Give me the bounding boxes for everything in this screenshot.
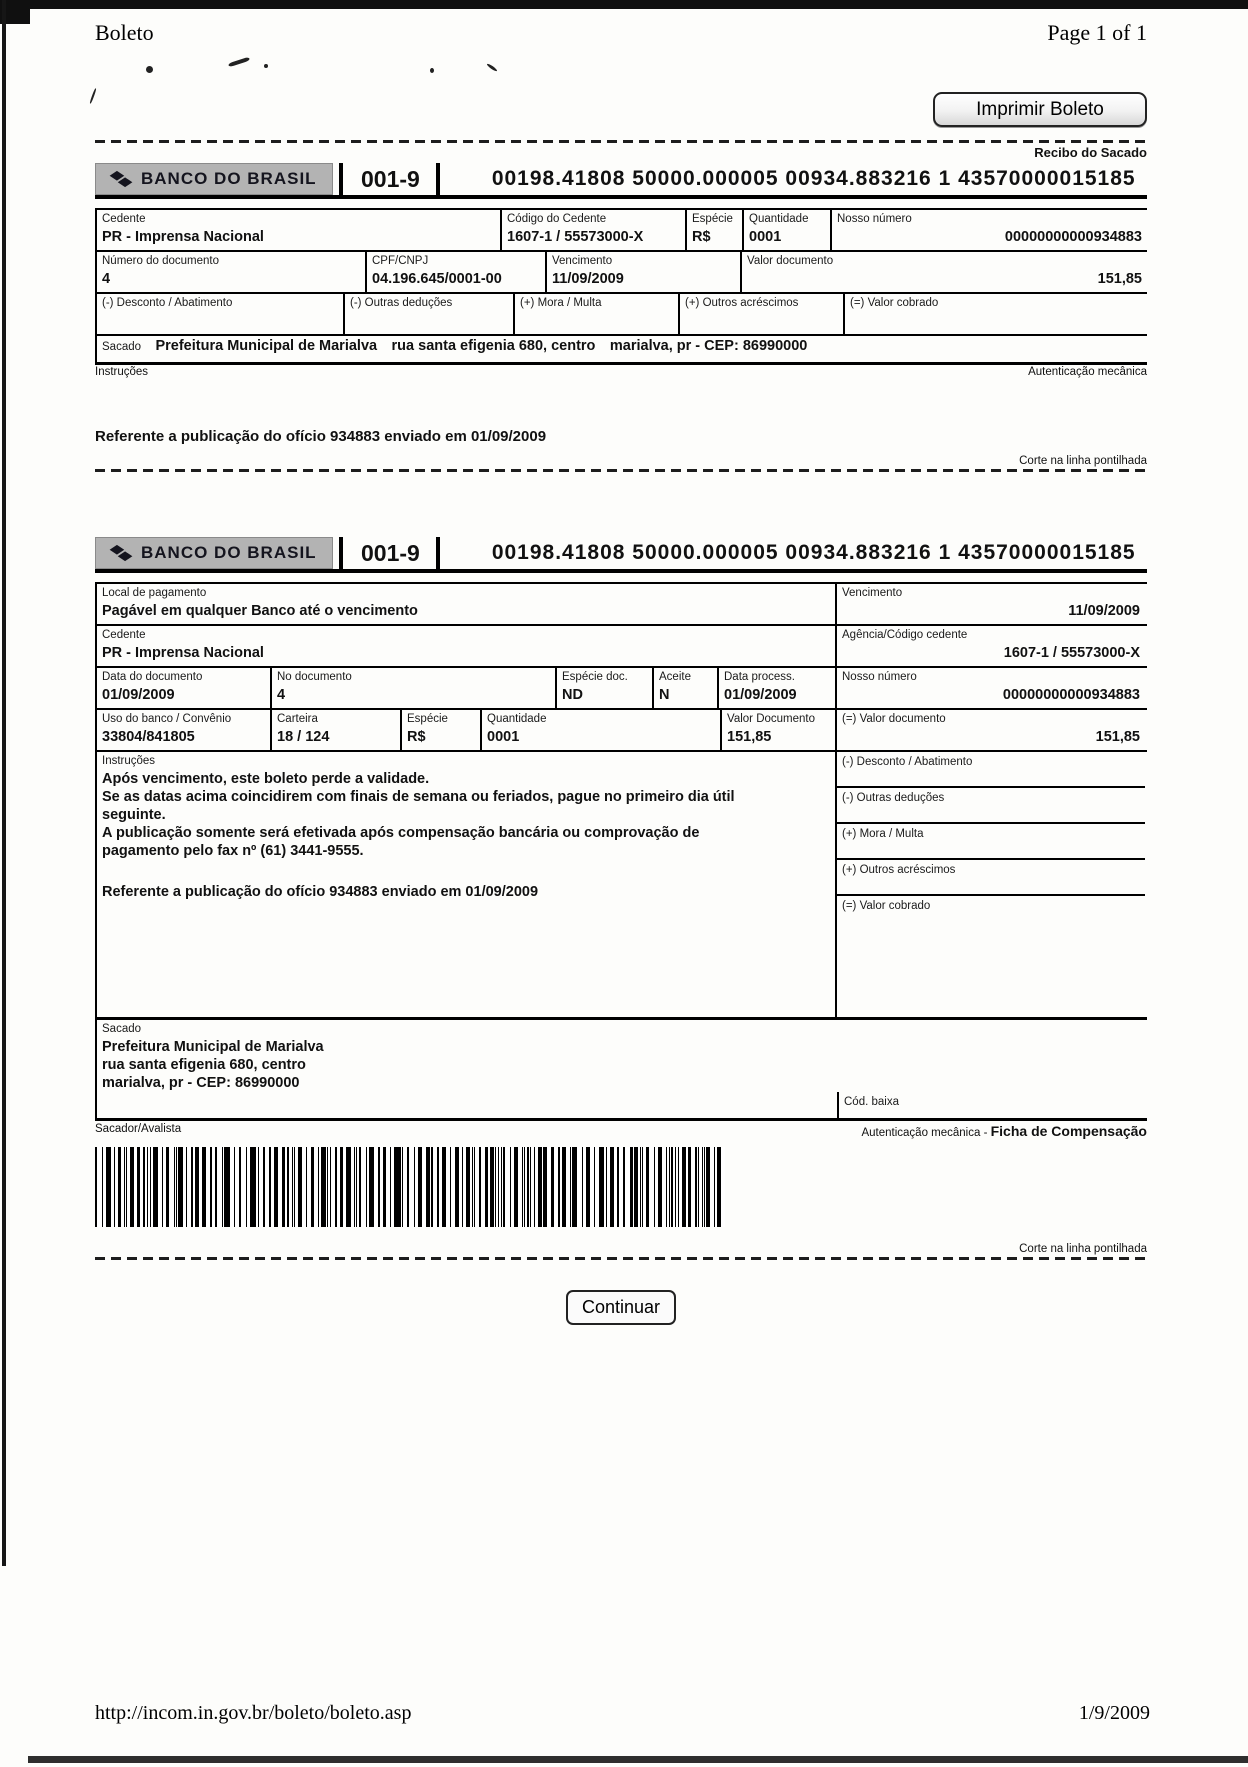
- cedente-field: [95, 626, 835, 666]
- mora-multa-field: [837, 824, 1145, 860]
- data-process-value: 01/09/2009: [724, 687, 797, 703]
- continuar-button[interactable]: Continuar: [566, 1290, 676, 1325]
- agencia-codigo-label: Agência/Código cedente: [842, 629, 968, 641]
- footer-date: 1/9/2009: [1078, 1702, 1150, 1724]
- quantidade-field: [480, 710, 720, 750]
- sacado-line: rua santa efigenia 680, centro: [102, 1057, 306, 1073]
- aceite-label: Aceite: [659, 671, 691, 683]
- instrucoes-label: Instruções: [95, 366, 149, 378]
- uso-banco-value: 33804/841805: [102, 729, 195, 745]
- mora-multa-field: [513, 294, 678, 334]
- especie-doc-field: [555, 668, 652, 708]
- valor-documento-label: Valor documento: [747, 255, 834, 267]
- ficha-compensacao-label: Ficha de Compensação: [990, 1123, 1147, 1139]
- outras-deducoes-field: [837, 788, 1145, 824]
- data-documento-field: [95, 668, 270, 708]
- sacado-label: Sacado: [102, 1023, 142, 1035]
- instrucao-line: A publicação somente será efetivada após compensação bancária ou comprovação de pagamento pelo fax nº (61) 3441-9555.: [102, 825, 700, 859]
- recibo-table: [95, 208, 1147, 336]
- bank-name: BANCO DO BRASIL: [141, 169, 317, 188]
- digitable-line: 00198.41808 50000.000005 00934.883216 1 43570000015185: [491, 167, 1136, 190]
- data-process-label: Data process.: [724, 671, 795, 683]
- mora-multa-label: (+) Mora / Multa: [842, 828, 924, 840]
- valores-column: [835, 752, 1145, 1017]
- scan-edge-left: [2, 0, 6, 1566]
- autenticacao-label: Autenticação mecânica: [1028, 366, 1147, 378]
- cedente-field: [95, 210, 500, 250]
- recibo-do-sacado-label: Recibo do Sacado: [1034, 145, 1147, 160]
- numero-documento-value: 4: [102, 271, 111, 287]
- aceite-field: [652, 668, 717, 708]
- cedente-label: Cedente: [102, 213, 146, 225]
- cpf-cnpj-label: CPF/CNPJ: [372, 255, 429, 267]
- valor-documento-label: Valor Documento: [727, 713, 815, 725]
- instrucao-line: Referente a publicação do ofício 934883 enviado em 01/09/2009: [102, 884, 539, 900]
- data-documento-label: Data do documento: [102, 671, 203, 683]
- numero-documento-field: [95, 252, 365, 292]
- bank-logo: [95, 163, 333, 195]
- sacado-line: Prefeitura Municipal de Marialva: [155, 338, 378, 354]
- quantidade-label: Quantidade: [487, 713, 547, 725]
- sacado-line: Prefeitura Municipal de Marialva: [102, 1039, 324, 1055]
- sacado-line: rua santa efigenia 680, centro: [391, 338, 596, 354]
- nosso-numero-label: Nosso número: [837, 213, 912, 225]
- instrucao-line: Após vencimento, este boleto perde a validade.: [102, 771, 430, 787]
- quantidade-value: 0001: [749, 229, 782, 245]
- valor-documento-value: 151,85: [727, 729, 772, 745]
- cut-line-dashed-bottom: [95, 1257, 1147, 1260]
- barcode: [95, 1147, 725, 1227]
- corte-label: Corte na linha pontilhada: [1019, 1243, 1147, 1255]
- instrucoes-field: [95, 752, 835, 1017]
- nosso-numero-field: [835, 668, 1145, 708]
- divider: [339, 163, 343, 195]
- uso-banco-label: Uso do banco / Convênio: [102, 713, 232, 725]
- aceite-value: N: [659, 687, 670, 703]
- desconto-field: [95, 294, 343, 334]
- outros-acrescimos-label: (+) Outros acréscimos: [685, 297, 799, 309]
- vencimento-label: Vencimento: [842, 587, 903, 599]
- codigo-cedente-value: 1607-1 / 55573000-X: [507, 229, 644, 245]
- carteira-field: [270, 710, 400, 750]
- valor-cobrado-label: (=) Valor cobrado: [842, 900, 931, 912]
- bank-code: 001-9: [345, 163, 440, 195]
- bank-header-ficha: [95, 537, 1147, 573]
- scan-edge-bottom: [28, 1756, 1248, 1763]
- corte-label: Corte na linha pontilhada: [1019, 455, 1147, 467]
- quantidade-label: Quantidade: [749, 213, 809, 225]
- cedente-label: Cedente: [102, 629, 146, 641]
- digitable-line: 00198.41808 50000.000005 00934.883216 1 43570000015185: [491, 541, 1136, 564]
- no-documento-label: No documento: [277, 671, 352, 683]
- agencia-codigo-value: 1607-1 / 55573000-X: [1003, 645, 1140, 661]
- outras-deducoes-label: (-) Outras deduções: [350, 297, 453, 309]
- bank-code: 001-9: [345, 537, 440, 569]
- no-documento-value: 4: [277, 687, 286, 703]
- ficha-table: [95, 582, 1147, 1121]
- especie-label: Espécie: [407, 713, 448, 725]
- print-header: [95, 0, 1147, 46]
- cod-baixa-label: Cód. baixa: [844, 1096, 899, 1108]
- page-number: Page 1 of 1: [1047, 20, 1147, 45]
- data-process-field: [717, 668, 835, 708]
- valor-documento-eq-label: (=) Valor documento: [842, 713, 946, 725]
- valor-cobrado-label: (=) Valor cobrado: [850, 297, 939, 309]
- nosso-numero-label: Nosso número: [842, 671, 917, 683]
- nosso-numero-field: [830, 210, 1147, 250]
- vencimento-label: Vencimento: [552, 255, 613, 267]
- vencimento-value: 11/09/2009: [552, 271, 624, 287]
- desconto-label: (-) Desconto / Abatimento: [102, 297, 233, 309]
- especie-field: [400, 710, 480, 750]
- numero-documento-label: Número do documento: [102, 255, 219, 267]
- especie-field: [685, 210, 742, 250]
- outras-deducoes-label: (-) Outras deduções: [842, 792, 945, 804]
- instrucoes-label: Instruções: [102, 755, 156, 767]
- sacado-section: [95, 336, 1147, 365]
- cedente-value: PR - Imprensa Nacional: [102, 645, 264, 661]
- mora-multa-label: (+) Mora / Multa: [520, 297, 602, 309]
- cod-baixa-field: [837, 1092, 1147, 1118]
- bank-name: BANCO DO BRASIL: [141, 543, 317, 562]
- cpf-cnpj-field: [365, 252, 545, 292]
- cut-line-dashed-top: [95, 140, 1147, 143]
- valor-cobrado-field: [843, 294, 1147, 334]
- sacado-label: Sacado: [102, 341, 142, 353]
- valor-cobrado-field: [837, 896, 1145, 932]
- valor-documento-field: [720, 710, 835, 750]
- local-pagamento-value: Pagável em qualquer Banco até o vencimento: [102, 603, 418, 619]
- sacado-line: marialva, pr - CEP: 86990000: [609, 338, 808, 354]
- codigo-cedente-label: Código do Cedente: [507, 213, 607, 225]
- local-pagamento-label: Local de pagamento: [102, 587, 207, 599]
- vencimento-value: 11/09/2009: [1068, 603, 1140, 619]
- sacador-avalista-label: Sacador/Avalista: [95, 1123, 182, 1135]
- instrucao-line: Se as datas acima coincidirem com finais de semana ou feriados, pague no primeiro dia útil seguinte.: [102, 789, 735, 823]
- bank-header-recibo: [95, 163, 1147, 199]
- quantidade-value: 0001: [487, 729, 520, 745]
- valor-documento-value: 151,85: [1097, 271, 1142, 287]
- banco-do-brasil-logo-icon: [108, 543, 134, 563]
- valor-documento-eq-field: [835, 710, 1145, 750]
- especie-value: R$: [692, 229, 711, 245]
- outros-acrescimos-field: [678, 294, 843, 334]
- desconto-label: (-) Desconto / Abatimento: [842, 756, 973, 768]
- referente-text: Referente a publicação do ofício 934883 enviado em 01/09/2009: [95, 428, 547, 445]
- vencimento-field: [545, 252, 740, 292]
- desconto-field: [837, 752, 1145, 788]
- nosso-numero-value: 00000000000934883: [1002, 687, 1140, 703]
- sacado-line: marialva, pr - CEP: 86990000: [102, 1075, 300, 1091]
- autenticacao-prefix: Autenticação mecânica -: [861, 1127, 991, 1139]
- print-footer: [95, 1702, 1150, 1725]
- vencimento-field: [835, 584, 1145, 624]
- outros-acrescimos-field: [837, 860, 1145, 896]
- sacado-section: [95, 1020, 1147, 1118]
- quantidade-field: [742, 210, 830, 250]
- nosso-numero-value: 00000000000934883: [1004, 229, 1142, 245]
- especie-value: R$: [407, 729, 426, 745]
- codigo-cedente-field: [500, 210, 685, 250]
- banco-do-brasil-logo-icon: [108, 169, 134, 189]
- data-documento-value: 01/09/2009: [102, 687, 175, 703]
- carteira-value: 18 / 124: [277, 729, 330, 745]
- valor-documento-eq-value: 151,85: [1095, 729, 1140, 745]
- page-title: Boleto: [95, 20, 154, 45]
- agencia-codigo-field: [835, 626, 1145, 666]
- especie-label: Espécie: [692, 213, 733, 225]
- uso-banco-field: [95, 710, 270, 750]
- local-pagamento-field: [95, 584, 835, 624]
- especie-doc-label: Espécie doc.: [562, 671, 628, 683]
- outras-deducoes-field: [343, 294, 513, 334]
- cedente-value: PR - Imprensa Nacional: [102, 229, 264, 245]
- divider: [339, 537, 343, 569]
- carteira-label: Carteira: [277, 713, 318, 725]
- especie-doc-value: ND: [562, 687, 583, 703]
- autenticacao-ficha-label: [861, 1123, 1147, 1139]
- cpf-cnpj-value: 04.196.645/0001-00: [372, 271, 502, 287]
- imprimir-boleto-button[interactable]: Imprimir Boleto: [933, 92, 1147, 127]
- no-documento-field: [270, 668, 555, 708]
- valor-documento-field: [740, 252, 1147, 292]
- footer-url: http://incom.in.gov.br/boleto/boleto.asp: [95, 1702, 412, 1724]
- outros-acrescimos-label: (+) Outros acréscimos: [842, 864, 956, 876]
- bank-logo: [95, 537, 333, 569]
